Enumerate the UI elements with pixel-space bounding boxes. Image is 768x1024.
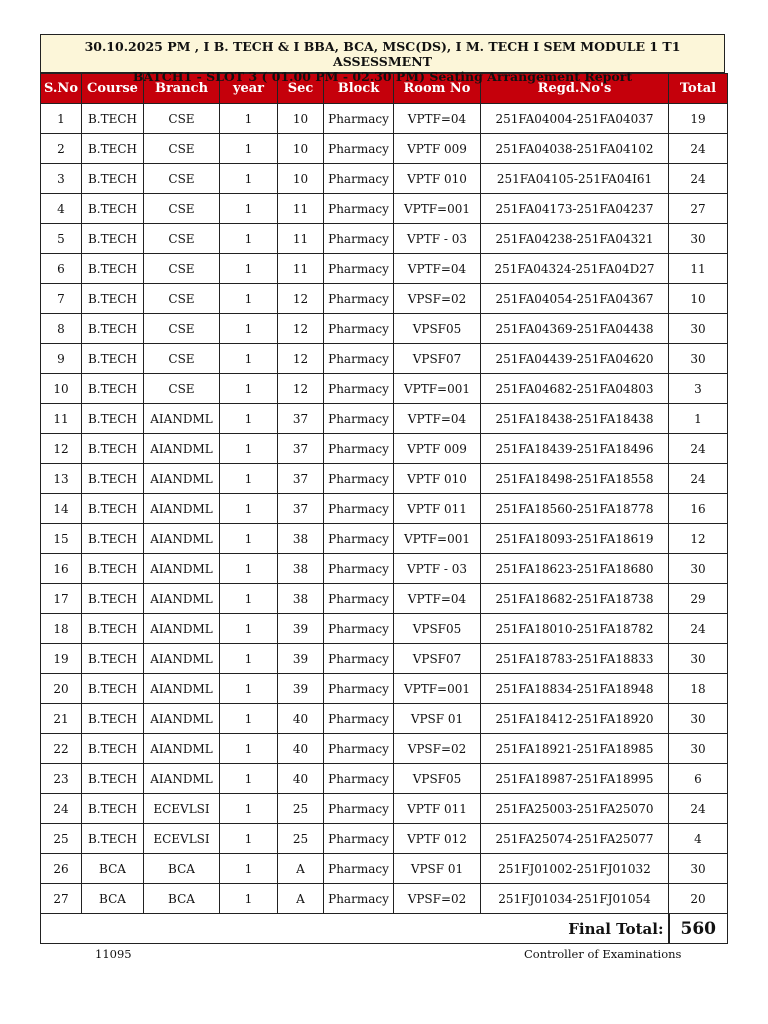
column-header: Sec: [278, 74, 324, 104]
table-cell: B.TECH: [82, 314, 144, 344]
table-cell: AIANDML: [144, 434, 220, 464]
table-cell: 40: [278, 704, 324, 734]
table-cell: 15: [41, 524, 82, 554]
table-cell: B.TECH: [82, 584, 144, 614]
table-cell: VPSF05: [394, 614, 481, 644]
table-cell: 4: [41, 194, 82, 224]
table-cell: 1: [220, 314, 278, 344]
table-cell: 251FJ01034-251FJ01054: [481, 884, 669, 914]
table-cell: Pharmacy: [324, 224, 394, 254]
table-cell: 16: [41, 554, 82, 584]
table-row: [41, 314, 728, 344]
table-cell: 251FA18921-251FA18985: [481, 734, 669, 764]
table-cell: B.TECH: [82, 284, 144, 314]
table-cell: 1: [220, 194, 278, 224]
table-cell: 1: [220, 404, 278, 434]
table-cell: AIANDML: [144, 764, 220, 794]
table-cell: 251FA04038-251FA04102: [481, 134, 669, 164]
table-cell: 251FJ01002-251FJ01032: [481, 854, 669, 884]
table-cell: VPTF=04: [394, 254, 481, 284]
table-row: [41, 644, 728, 674]
table-cell: VPTF=04: [394, 584, 481, 614]
table-cell: VPSF05: [394, 764, 481, 794]
table-cell: 12: [278, 344, 324, 374]
table-cell: B.TECH: [82, 254, 144, 284]
table-cell: VPSF07: [394, 644, 481, 674]
table-cell: 7: [41, 284, 82, 314]
table-cell: 37: [278, 434, 324, 464]
table-cell: 18: [669, 674, 728, 704]
table-cell: 1: [669, 404, 728, 434]
table-cell: 19: [41, 644, 82, 674]
table-cell: AIANDML: [144, 674, 220, 704]
table-row: [41, 704, 728, 734]
table-cell: VPSF05: [394, 314, 481, 344]
table-cell: VPTF - 03: [394, 224, 481, 254]
table-cell: B.TECH: [82, 104, 144, 134]
table-cell: Pharmacy: [324, 614, 394, 644]
table-cell: VPSF07: [394, 344, 481, 374]
table-cell: Pharmacy: [324, 494, 394, 524]
table-cell: VPTF 009: [394, 134, 481, 164]
table-cell: 2: [41, 134, 82, 164]
table-cell: 1: [220, 764, 278, 794]
table-cell: 1: [220, 824, 278, 854]
table-cell: 30: [669, 224, 728, 254]
table-cell: 20: [669, 884, 728, 914]
table-row: [41, 794, 728, 824]
table-cell: Pharmacy: [324, 524, 394, 554]
table-cell: 251FA04682-251FA04803: [481, 374, 669, 404]
table-cell: 12: [278, 374, 324, 404]
table-cell: AIANDML: [144, 494, 220, 524]
table-cell: 251FA18438-251FA18438: [481, 404, 669, 434]
table-cell: 30: [669, 344, 728, 374]
table-cell: 6: [41, 254, 82, 284]
table-cell: CSE: [144, 314, 220, 344]
table-cell: 5: [41, 224, 82, 254]
table-cell: B.TECH: [82, 704, 144, 734]
column-header: year: [220, 74, 278, 104]
table-row: [41, 164, 728, 194]
table-cell: 25: [278, 794, 324, 824]
table-cell: AIANDML: [144, 554, 220, 584]
table-cell: VPTF=04: [394, 104, 481, 134]
table-cell: 1: [220, 554, 278, 584]
table-cell: BCA: [82, 854, 144, 884]
table-cell: 1: [220, 794, 278, 824]
table-cell: 37: [278, 464, 324, 494]
table-cell: VPSF=02: [394, 884, 481, 914]
table-cell: 23: [41, 764, 82, 794]
table-cell: B.TECH: [82, 674, 144, 704]
table-cell: 12: [41, 434, 82, 464]
table-cell: BCA: [144, 854, 220, 884]
table-cell: Pharmacy: [324, 644, 394, 674]
seating-report: [40, 34, 727, 944]
column-header: Total: [669, 74, 728, 104]
table-cell: 1: [220, 524, 278, 554]
column-header: Block: [324, 74, 394, 104]
table-row: [41, 434, 728, 464]
table-cell: 251FA18439-251FA18496: [481, 434, 669, 464]
table-cell: 20: [41, 674, 82, 704]
table-cell: VPTF=001: [394, 374, 481, 404]
table-cell: 30: [669, 734, 728, 764]
table-row: [41, 584, 728, 614]
table-cell: 16: [669, 494, 728, 524]
table-cell: 1: [220, 584, 278, 614]
table-cell: VPTF 011: [394, 494, 481, 524]
table-cell: 11: [41, 404, 82, 434]
table-cell: 40: [278, 734, 324, 764]
table-cell: 19: [669, 104, 728, 134]
table-cell: B.TECH: [82, 464, 144, 494]
table-row: [41, 254, 728, 284]
table-cell: VPTF=04: [394, 404, 481, 434]
table-cell: 14: [41, 494, 82, 524]
table-cell: AIANDML: [144, 524, 220, 554]
table-cell: B.TECH: [82, 494, 144, 524]
table-cell: Pharmacy: [324, 314, 394, 344]
table-cell: Pharmacy: [324, 134, 394, 164]
table-cell: 27: [41, 884, 82, 914]
seating-table: [40, 73, 728, 944]
footer-signatory: Controller of Examinations: [524, 947, 682, 961]
table-cell: 24: [669, 434, 728, 464]
table-cell: 1: [220, 134, 278, 164]
table-cell: Pharmacy: [324, 854, 394, 884]
table-cell: 1: [220, 164, 278, 194]
table-cell: A: [278, 854, 324, 884]
table-cell: 1: [220, 434, 278, 464]
table-cell: 251FA04004-251FA04037: [481, 104, 669, 134]
table-cell: VPTF=001: [394, 194, 481, 224]
table-row: [41, 854, 728, 884]
table-cell: AIANDML: [144, 614, 220, 644]
table-cell: B.TECH: [82, 194, 144, 224]
table-cell: VPTF=001: [394, 524, 481, 554]
table-cell: 251FA04369-251FA04438: [481, 314, 669, 344]
table-cell: 1: [220, 104, 278, 134]
table-cell: AIANDML: [144, 404, 220, 434]
table-cell: 37: [278, 404, 324, 434]
table-row: [41, 614, 728, 644]
table-cell: 1: [220, 674, 278, 704]
table-cell: 30: [669, 704, 728, 734]
table-cell: 1: [220, 854, 278, 884]
table-cell: 251FA18560-251FA18778: [481, 494, 669, 524]
column-header: S.No: [41, 74, 82, 104]
table-cell: 1: [41, 104, 82, 134]
table-cell: 10: [278, 164, 324, 194]
table-cell: 38: [278, 554, 324, 584]
table-cell: B.TECH: [82, 164, 144, 194]
table-cell: 1: [220, 344, 278, 374]
table-row: [41, 374, 728, 404]
table-cell: 22: [41, 734, 82, 764]
table-row: [41, 554, 728, 584]
table-cell: 37: [278, 494, 324, 524]
table-cell: Pharmacy: [324, 674, 394, 704]
table-cell: 6: [669, 764, 728, 794]
table-row: [41, 464, 728, 494]
table-cell: CSE: [144, 344, 220, 374]
table-cell: AIANDML: [144, 584, 220, 614]
table-cell: B.TECH: [82, 434, 144, 464]
table-cell: 38: [278, 584, 324, 614]
table-cell: 39: [278, 644, 324, 674]
table-cell: 1: [220, 884, 278, 914]
table-cell: B.TECH: [82, 734, 144, 764]
table-row: [41, 134, 728, 164]
table-cell: 1: [220, 734, 278, 764]
table-cell: 1: [220, 224, 278, 254]
table-cell: 38: [278, 524, 324, 554]
table-cell: Pharmacy: [324, 374, 394, 404]
table-cell: 25: [278, 824, 324, 854]
table-cell: 1: [220, 494, 278, 524]
footer-code: 11095: [95, 947, 132, 961]
table-cell: CSE: [144, 134, 220, 164]
table-cell: Pharmacy: [324, 464, 394, 494]
table-cell: 8: [41, 314, 82, 344]
table-cell: 24: [669, 614, 728, 644]
table-cell: Pharmacy: [324, 764, 394, 794]
table-cell: 251FA04105-251FA04I61: [481, 164, 669, 194]
table-cell: CSE: [144, 224, 220, 254]
table-cell: AIANDML: [144, 704, 220, 734]
table-cell: Pharmacy: [324, 344, 394, 374]
table-cell: 24: [669, 134, 728, 164]
table-cell: Pharmacy: [324, 704, 394, 734]
table-cell: AIANDML: [144, 734, 220, 764]
table-cell: 30: [669, 314, 728, 344]
table-row: [41, 734, 728, 764]
table-cell: 251FA18987-251FA18995: [481, 764, 669, 794]
table-cell: CSE: [144, 194, 220, 224]
table-cell: 11: [278, 254, 324, 284]
table-cell: Pharmacy: [324, 584, 394, 614]
table-cell: 251FA18498-251FA18558: [481, 464, 669, 494]
table-cell: 17: [41, 584, 82, 614]
table-cell: 11: [278, 194, 324, 224]
table-cell: 13: [41, 464, 82, 494]
table-cell: 1: [220, 254, 278, 284]
table-row: [41, 524, 728, 554]
final-total-value: 560: [669, 914, 728, 944]
table-cell: B.TECH: [82, 554, 144, 584]
table-cell: 1: [220, 614, 278, 644]
table-cell: CSE: [144, 374, 220, 404]
column-header: Room No: [394, 74, 481, 104]
table-cell: 9: [41, 344, 82, 374]
final-total-label: Final Total:: [41, 914, 669, 944]
table-cell: VPTF 010: [394, 464, 481, 494]
table-body: [41, 104, 728, 914]
table-cell: 251FA04054-251FA04367: [481, 284, 669, 314]
table-cell: ECEVLSI: [144, 794, 220, 824]
table-cell: Pharmacy: [324, 434, 394, 464]
table-row: [41, 104, 728, 134]
column-header: Branch: [144, 74, 220, 104]
table-cell: CSE: [144, 104, 220, 134]
table-cell: VPTF - 03: [394, 554, 481, 584]
table-cell: 251FA18783-251FA18833: [481, 644, 669, 674]
table-cell: 10: [41, 374, 82, 404]
table-cell: 1: [220, 644, 278, 674]
table-row: [41, 674, 728, 704]
table-cell: Pharmacy: [324, 734, 394, 764]
table-cell: 10: [278, 104, 324, 134]
table-row: [41, 494, 728, 524]
table-cell: 24: [669, 164, 728, 194]
table-cell: 251FA04238-251FA04321: [481, 224, 669, 254]
table-cell: Pharmacy: [324, 104, 394, 134]
table-cell: 30: [669, 554, 728, 584]
table-cell: Pharmacy: [324, 194, 394, 224]
column-header: Course: [82, 74, 144, 104]
title-line-1: 30.10.2025 PM , I B. TECH & I BBA, BCA, MSC(DS), I M. TECH I SEM MODULE 1 T1 ASSESSMENT: [84, 39, 681, 69]
title-line-2: BATCH1 - SLOT 3 ( 01.00 PM - 02.30 PM) Seating Arrangement Report: [132, 69, 633, 84]
table-cell: B.TECH: [82, 134, 144, 164]
table-cell: B.TECH: [82, 344, 144, 374]
table-cell: 1: [220, 704, 278, 734]
table-cell: 251FA18834-251FA18948: [481, 674, 669, 704]
table-cell: ECEVLSI: [144, 824, 220, 854]
final-total-row: [41, 914, 728, 944]
table-row: [41, 344, 728, 374]
table-cell: 1: [220, 284, 278, 314]
table-cell: B.TECH: [82, 524, 144, 554]
table-cell: 11: [669, 254, 728, 284]
table-cell: 251FA25074-251FA25077: [481, 824, 669, 854]
table-cell: 39: [278, 674, 324, 704]
table-row: [41, 284, 728, 314]
table-cell: 3: [41, 164, 82, 194]
table-cell: 251FA18093-251FA18619: [481, 524, 669, 554]
table-cell: Pharmacy: [324, 164, 394, 194]
table-cell: B.TECH: [82, 824, 144, 854]
table-cell: 39: [278, 614, 324, 644]
table-cell: 11: [278, 224, 324, 254]
table-cell: CSE: [144, 164, 220, 194]
table-cell: 12: [278, 314, 324, 344]
table-cell: 251FA18682-251FA18738: [481, 584, 669, 614]
table-cell: 1: [220, 464, 278, 494]
table-row: [41, 224, 728, 254]
table-row: [41, 824, 728, 854]
table-cell: Pharmacy: [324, 254, 394, 284]
table-cell: B.TECH: [82, 644, 144, 674]
table-cell: B.TECH: [82, 374, 144, 404]
table-cell: Pharmacy: [324, 884, 394, 914]
table-cell: 30: [669, 854, 728, 884]
table-cell: CSE: [144, 284, 220, 314]
table-cell: VPSF 01: [394, 854, 481, 884]
table-row: [41, 884, 728, 914]
table-cell: 24: [669, 794, 728, 824]
table-cell: VPTF 009: [394, 434, 481, 464]
table-cell: 4: [669, 824, 728, 854]
table-cell: B.TECH: [82, 404, 144, 434]
table-cell: 251FA04324-251FA04D27: [481, 254, 669, 284]
table-cell: 1: [220, 374, 278, 404]
table-cell: Pharmacy: [324, 284, 394, 314]
table-cell: A: [278, 884, 324, 914]
table-cell: 251FA04173-251FA04237: [481, 194, 669, 224]
table-cell: 24: [41, 794, 82, 824]
table-cell: Pharmacy: [324, 824, 394, 854]
table-cell: VPTF=001: [394, 674, 481, 704]
table-cell: BCA: [144, 884, 220, 914]
table-cell: 24: [669, 464, 728, 494]
table-cell: B.TECH: [82, 794, 144, 824]
table-cell: VPSF 01: [394, 704, 481, 734]
table-cell: 25: [41, 824, 82, 854]
table-cell: B.TECH: [82, 614, 144, 644]
table-cell: CSE: [144, 254, 220, 284]
table-cell: 251FA18412-251FA18920: [481, 704, 669, 734]
table-cell: VPSF=02: [394, 734, 481, 764]
table-cell: B.TECH: [82, 764, 144, 794]
table-cell: Pharmacy: [324, 554, 394, 584]
table-cell: BCA: [82, 884, 144, 914]
table-cell: VPTF 012: [394, 824, 481, 854]
table-cell: 251FA04439-251FA04620: [481, 344, 669, 374]
table-cell: 251FA18010-251FA18782: [481, 614, 669, 644]
table-cell: 10: [278, 134, 324, 164]
table-cell: 251FA18623-251FA18680: [481, 554, 669, 584]
table-row: [41, 764, 728, 794]
table-cell: 10: [669, 284, 728, 314]
table-cell: 18: [41, 614, 82, 644]
table-row: [41, 404, 728, 434]
table-cell: B.TECH: [82, 224, 144, 254]
table-cell: 30: [669, 644, 728, 674]
table-cell: Pharmacy: [324, 404, 394, 434]
report-title: [40, 34, 725, 84]
table-cell: 29: [669, 584, 728, 614]
table-cell: 3: [669, 374, 728, 404]
table-cell: 21: [41, 704, 82, 734]
table-cell: VPTF 011: [394, 794, 481, 824]
table-cell: 27: [669, 194, 728, 224]
table-cell: AIANDML: [144, 644, 220, 674]
table-cell: AIANDML: [144, 464, 220, 494]
table-cell: VPSF=02: [394, 284, 481, 314]
table-cell: 40: [278, 764, 324, 794]
table-cell: 12: [278, 284, 324, 314]
table-cell: 12: [669, 524, 728, 554]
column-header: Regd.No's: [481, 74, 669, 104]
table-cell: 26: [41, 854, 82, 884]
table-row: [41, 194, 728, 224]
table-cell: 251FA25003-251FA25070: [481, 794, 669, 824]
table-cell: VPTF 010: [394, 164, 481, 194]
table-cell: Pharmacy: [324, 794, 394, 824]
